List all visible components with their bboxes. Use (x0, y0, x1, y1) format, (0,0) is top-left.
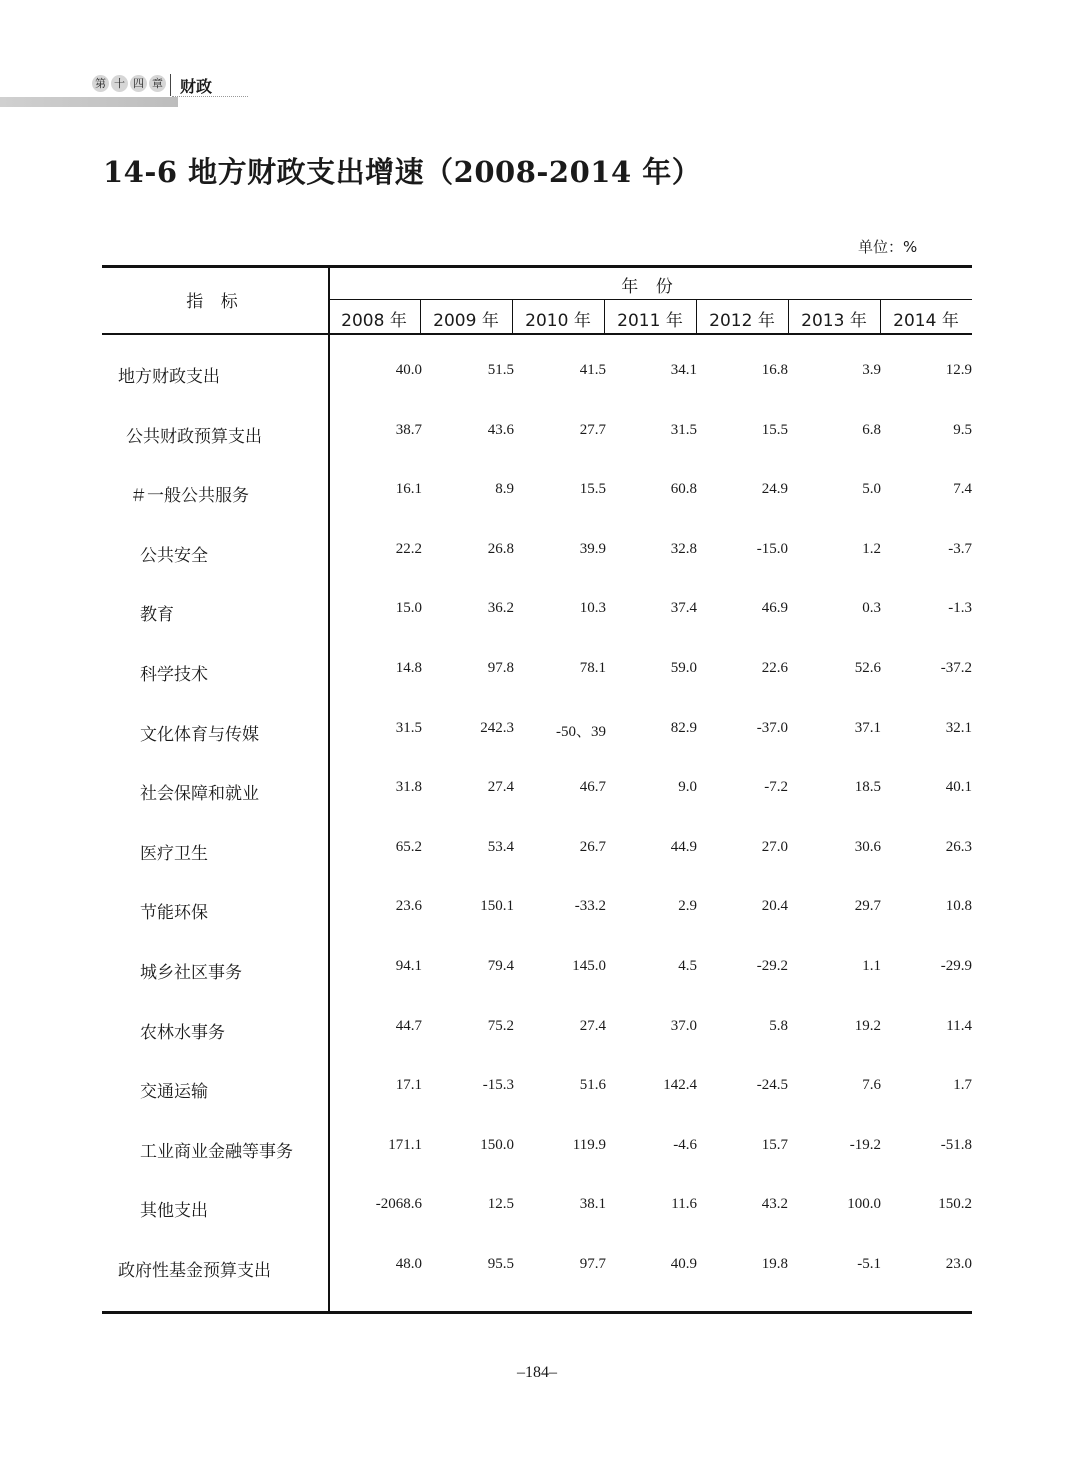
value-cell: 11.6 (671, 1196, 697, 1213)
value-cell: 16.1 (395, 481, 422, 498)
value-cell: 59.0 (670, 660, 697, 676)
value-cell: -15.0 (756, 540, 788, 557)
value-cell: 22.6 (761, 660, 788, 676)
value-cell: -4.6 (673, 1136, 697, 1153)
year-column-divider (604, 299, 605, 334)
value-cell: 27.7 (579, 421, 606, 438)
value-cell: 37.4 (670, 600, 697, 617)
value-cell: -50、39 (556, 723, 606, 740)
value-cell: 52.6 (854, 660, 881, 676)
table-row (102, 481, 972, 511)
year-header-cell: 2011 年 (617, 311, 683, 331)
value-cell: -3.7 (948, 540, 972, 557)
chapter-char: 第 (92, 75, 109, 92)
chapter-label (92, 75, 166, 92)
value-cell: 11.4 (946, 1017, 972, 1034)
row-label: 教育 (140, 605, 174, 626)
value-cell: 78.1 (579, 660, 606, 676)
row-label: 地方财政支出 (118, 367, 220, 387)
chapter-header-bar (0, 97, 178, 107)
value-cell: 17.1 (395, 1077, 422, 1094)
table-row (102, 898, 972, 928)
value-cell: 119.9 (572, 1136, 606, 1153)
year-header-cell: 2009 年 (433, 311, 499, 331)
value-cell: 171.1 (388, 1136, 422, 1153)
value-cell: 40.0 (395, 362, 422, 378)
value-cell: 27.0 (761, 838, 788, 855)
value-cell: 100.0 (847, 1196, 881, 1213)
value-cell: 40.1 (945, 779, 972, 796)
value-cell: 150.2 (938, 1196, 972, 1213)
value-cell: 15.0 (395, 600, 422, 617)
value-cell: 16.8 (761, 362, 788, 378)
value-cell: -5.1 (857, 1256, 881, 1272)
value-cell: 46.9 (761, 600, 788, 617)
table-row (102, 958, 972, 988)
value-cell: 48.0 (395, 1256, 422, 1272)
row-label: 节能环保 (140, 903, 208, 924)
row-label: ＃一般公共服务 (130, 486, 249, 507)
value-cell: 1.1 (862, 958, 881, 974)
value-cell: 27.4 (487, 779, 514, 796)
value-cell: 39.9 (579, 540, 606, 557)
year-subheader-rule (328, 299, 972, 300)
year-header-cell: 2010 年 (525, 311, 591, 331)
value-cell: 15.7 (761, 1136, 788, 1153)
value-cell: 5.8 (769, 1017, 788, 1034)
row-label: 工业商业金融等事务 (140, 1141, 293, 1162)
value-cell: -37.2 (940, 660, 972, 676)
value-cell: 2.9 (678, 898, 697, 915)
table-row (102, 600, 972, 630)
value-cell: 150.0 (480, 1136, 514, 1153)
row-label: 农林水事务 (140, 1022, 225, 1043)
value-cell: 142.4 (663, 1077, 697, 1094)
value-cell: 40.9 (670, 1256, 697, 1272)
chapter-char: 四 (130, 75, 147, 92)
value-cell: 51.6 (579, 1077, 606, 1094)
value-cell: 31.5 (670, 421, 697, 438)
value-cell: 4.5 (678, 958, 697, 974)
table-row (102, 541, 972, 571)
value-cell: 41.5 (579, 362, 606, 378)
row-label: 公共财政预算支出 (126, 426, 262, 447)
value-cell: 19.2 (854, 1017, 881, 1034)
year-header-cell: 2014 年 (893, 311, 959, 331)
value-cell: 82.9 (670, 719, 697, 736)
value-cell: 51.5 (487, 362, 514, 378)
header-divider (170, 74, 171, 96)
table-row (102, 362, 972, 392)
row-label: 城乡社区事务 (140, 963, 242, 983)
value-cell: 95.5 (487, 1256, 514, 1272)
value-cell: 79.4 (487, 958, 514, 974)
value-cell: 36.2 (487, 600, 514, 617)
value-cell: 6.8 (862, 421, 881, 438)
value-cell: -1.3 (948, 600, 972, 617)
value-cell: 53.4 (487, 838, 514, 855)
value-cell: 19.8 (761, 1256, 788, 1272)
value-cell: 20.4 (761, 898, 788, 915)
value-cell: 26.7 (579, 838, 606, 855)
table-row (102, 1077, 972, 1107)
value-cell: 31.5 (395, 719, 422, 736)
row-label: 医疗卫生 (140, 843, 208, 864)
value-cell: 23.6 (395, 898, 422, 915)
value-cell: -37.0 (756, 719, 788, 736)
value-cell: 60.8 (670, 481, 697, 498)
value-cell: 38.7 (395, 421, 422, 438)
value-cell: 15.5 (579, 481, 606, 498)
value-cell: 65.2 (395, 838, 422, 855)
table-row (102, 720, 972, 750)
table-row (102, 779, 972, 809)
value-cell: 10.8 (945, 898, 972, 915)
table-header-rule (102, 333, 972, 335)
value-cell: -24.5 (756, 1077, 788, 1094)
value-cell: 44.7 (395, 1017, 422, 1034)
value-cell: 23.0 (945, 1256, 972, 1272)
section-name: 财政 (180, 77, 213, 96)
value-cell: 145.0 (572, 958, 606, 974)
value-cell: 29.7 (854, 898, 881, 915)
value-cell: 7.4 (953, 481, 972, 498)
value-cell: 1.2 (862, 540, 881, 557)
row-label: 政府性基金预算支出 (118, 1261, 271, 1281)
value-cell: 8.9 (495, 481, 514, 498)
value-cell: 46.7 (579, 779, 606, 796)
value-cell: 31.8 (395, 779, 422, 796)
year-column-divider (512, 299, 513, 334)
chapter-char: 章 (149, 75, 166, 92)
value-cell: 150.1 (480, 898, 514, 915)
value-cell: 0.3 (862, 600, 881, 617)
value-cell: -7.2 (764, 779, 788, 796)
table-row (102, 1018, 972, 1048)
year-header-cell: 2012 年 (709, 311, 775, 331)
value-cell: 44.9 (670, 838, 697, 855)
value-cell: 12.9 (945, 362, 972, 378)
value-cell: 32.1 (945, 719, 972, 736)
row-label: 交通运输 (140, 1082, 208, 1103)
value-cell: 26.8 (487, 540, 514, 557)
value-cell: 9.0 (678, 779, 697, 796)
header-dotted-rule (172, 96, 248, 97)
value-cell: -51.8 (940, 1136, 972, 1153)
value-cell: 30.6 (854, 838, 881, 855)
row-label: 科学技术 (140, 665, 208, 685)
value-cell: 7.6 (862, 1077, 881, 1094)
value-cell: 5.0 (862, 481, 881, 498)
table-top-rule (102, 265, 972, 268)
value-cell: 27.4 (579, 1017, 606, 1034)
year-header-cell: 2008 年 (341, 311, 407, 331)
year-column-divider (788, 299, 789, 334)
value-cell: 10.3 (579, 600, 606, 617)
value-cell: 37.1 (854, 719, 881, 736)
value-cell: 9.5 (953, 421, 972, 438)
row-label: 社会保障和就业 (140, 784, 259, 805)
year-column-divider (420, 299, 421, 334)
table-row (102, 1256, 972, 1286)
year-header-cell: 2013 年 (801, 311, 867, 331)
value-cell: 26.3 (945, 838, 972, 855)
table-row (102, 1196, 972, 1226)
value-cell: 34.1 (670, 362, 697, 378)
year-group-header: 年 份 (621, 277, 679, 297)
value-cell: 24.9 (761, 481, 788, 498)
table-row (102, 660, 972, 690)
value-cell: 12.5 (487, 1196, 514, 1213)
value-cell: 14.8 (395, 660, 422, 676)
value-cell: -19.2 (849, 1136, 881, 1153)
unit-label: 单位：% (858, 238, 918, 256)
value-cell: -2068.6 (375, 1196, 422, 1213)
value-cell: 97.7 (579, 1256, 606, 1272)
value-cell: 242.3 (480, 719, 514, 736)
data-table (102, 265, 972, 1314)
value-cell: 43.2 (761, 1196, 788, 1213)
table-row (102, 422, 972, 452)
value-cell: -29.2 (756, 958, 788, 974)
value-cell: 97.8 (487, 660, 514, 676)
value-cell: 38.1 (579, 1196, 606, 1213)
value-cell: 94.1 (395, 958, 422, 974)
year-column-divider (696, 299, 697, 334)
table-bottom-rule (102, 1311, 972, 1314)
value-cell: 75.2 (487, 1017, 514, 1034)
value-cell: -15.3 (482, 1077, 514, 1094)
value-cell: 15.5 (761, 421, 788, 438)
value-cell: 43.6 (487, 421, 514, 438)
value-cell: 3.9 (862, 362, 881, 378)
value-cell: -29.9 (940, 958, 972, 974)
table-row (102, 1137, 972, 1167)
value-cell: -33.2 (574, 898, 606, 915)
year-column-divider (880, 299, 881, 334)
row-label: 文化体育与传媒 (140, 724, 259, 745)
page-title: 14-6 地方财政支出增速（2008-2014 年） (103, 155, 702, 189)
value-cell: 1.7 (953, 1077, 972, 1094)
value-cell: 37.0 (670, 1017, 697, 1034)
row-label: 公共安全 (140, 545, 208, 566)
page-number: –184– (517, 1364, 557, 1381)
value-cell: 18.5 (854, 779, 881, 796)
value-cell: 32.8 (670, 540, 697, 557)
value-cell: 22.2 (395, 540, 422, 557)
row-label: 其他支出 (140, 1201, 208, 1222)
table-row (102, 839, 972, 869)
indicator-header: 指 标 (186, 292, 244, 312)
chapter-char: 十 (111, 75, 128, 92)
